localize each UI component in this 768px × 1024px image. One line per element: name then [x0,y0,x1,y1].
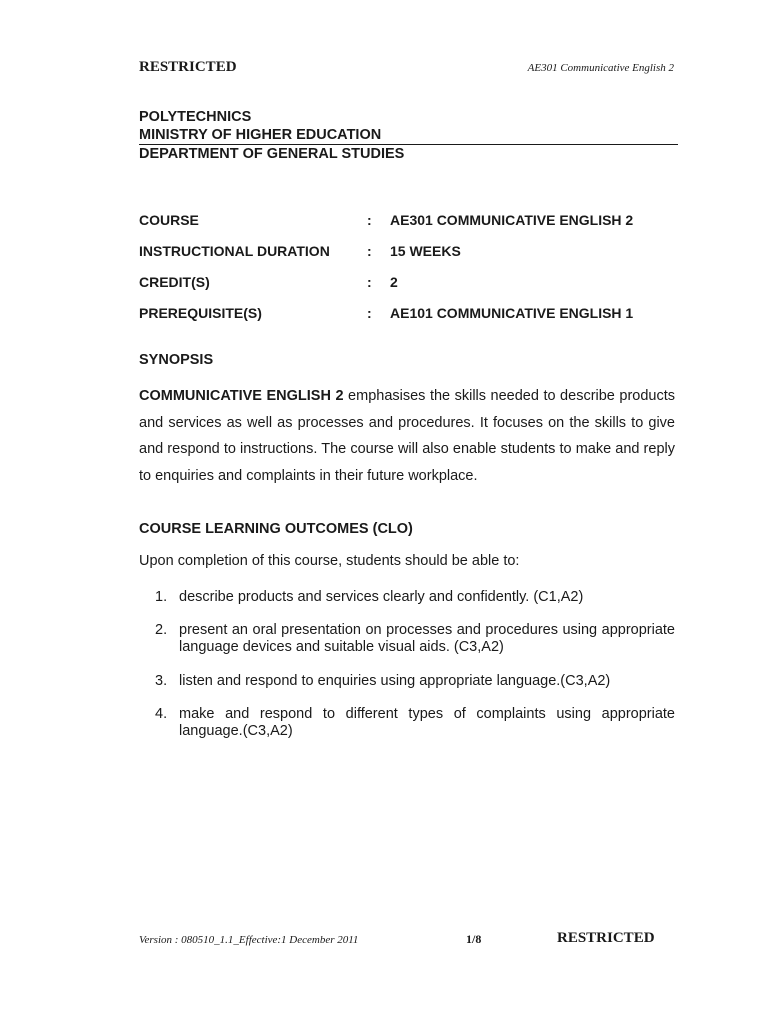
info-value: AE101 COMMUNICATIVE ENGLISH 1 [390,305,634,321]
footer-version: Version : 080510_1.1_Effective:1 December 2011 [139,934,359,946]
info-label: PREREQUISITE(S) [139,305,262,321]
info-value: 15 WEEKS [390,243,461,259]
info-label: CREDIT(S) [139,274,210,290]
info-label: COURSE [139,212,199,228]
clo-item-number: 1. [155,589,168,605]
footer-page-number: 1/8 [466,932,482,946]
clo-item-text: describe products and services clearly and confidently. (C1,A2) [179,589,584,605]
clo-intro: Upon completion of this course, students should be able to: [139,553,520,569]
footer-classification: RESTRICTED [557,930,655,946]
clo-item-number: 2. [155,622,168,638]
info-separator: : [367,212,372,228]
clo-item-text: make and respond to different types of complaints using appropriate language.(C3,A2) [179,706,675,739]
org-line-department: DEPARTMENT OF GENERAL STUDIES [139,146,405,162]
header-course-ref: AE301 Communicative English 2 [527,62,674,74]
synopsis-lead: COMMUNICATIVE ENGLISH 2 [139,388,344,404]
clo-item-number: 3. [155,673,168,689]
info-value: 2 [390,274,398,290]
info-value: AE301 COMMUNICATIVE ENGLISH 2 [390,212,634,228]
synopsis-heading: SYNOPSIS [139,352,214,368]
clo-heading: COURSE LEARNING OUTCOMES (CLO) [139,521,413,537]
organization-block [139,108,678,163]
header-classification: RESTRICTED [139,59,237,75]
synopsis-body: emphasises the skills needed to describe products and services as well as processes and procedures. It focuses on the skills to give and respond to instructions. The course will also enable students to make and reply to enquiries and complaints in their future workplace. [139,388,675,484]
synopsis-paragraph [139,383,675,489]
clo-item-text: present an oral presentation on processes and procedures using appropriate language devices and suitable visual aids. (C3,A2) [179,622,675,655]
org-line-polytechnics: POLYTECHNICS [139,109,252,125]
info-separator: : [367,274,372,290]
info-separator: : [367,305,372,321]
info-label: INSTRUCTIONAL DURATION [139,243,330,259]
clo-item-number: 4. [155,706,168,722]
info-separator: : [367,243,372,259]
org-line-ministry: MINISTRY OF HIGHER EDUCATION [139,126,678,145]
clo-item-text: listen and respond to enquiries using appropriate language.(C3,A2) [179,673,611,689]
